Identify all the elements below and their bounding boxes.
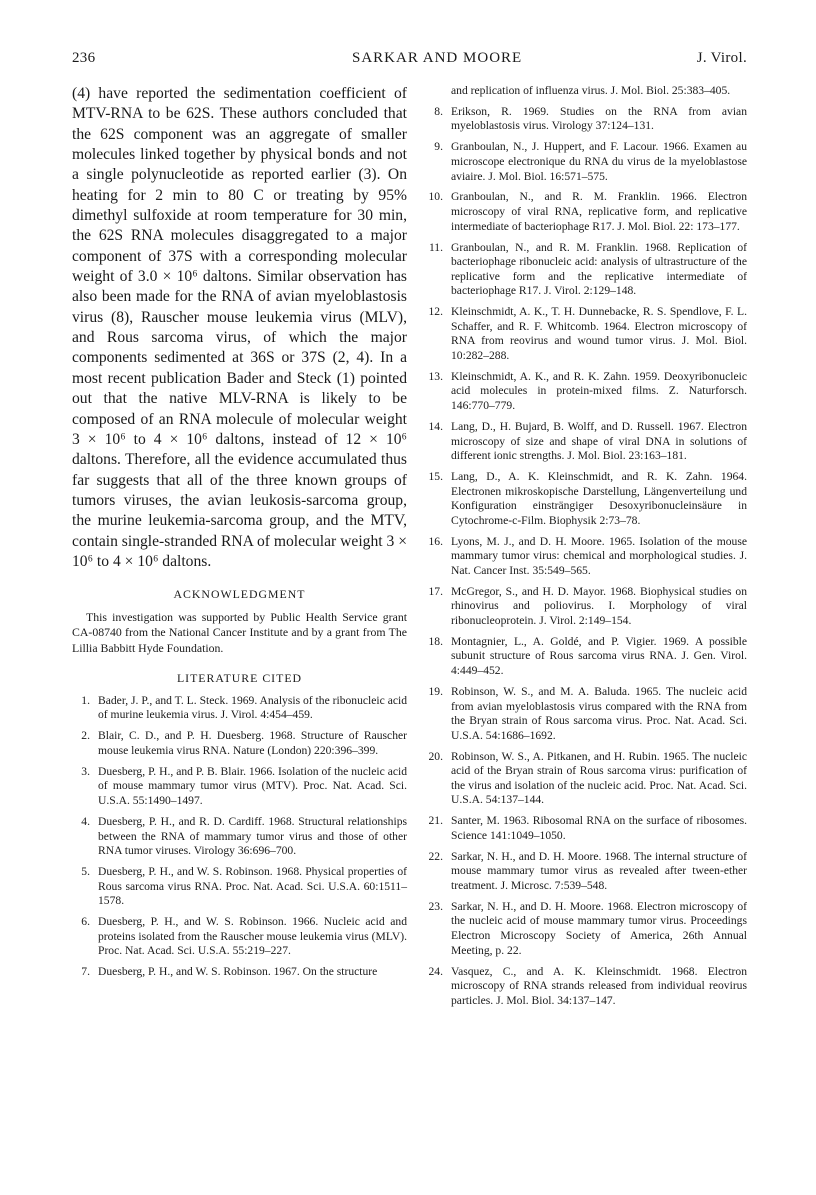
reference-item: 19. Robinson, W. S., and M. A. Baluda. 1965. The nucleic acid from avian myeloblastosis virus compared with the RNA from the Bryan strain of Rous sarcoma virus. Proc. Nat. Acad. Sci. U.S.A. 54:1686–1692. bbox=[428, 684, 747, 742]
literature-heading: LITERATURE CITED bbox=[176, 670, 303, 685]
reference-item: 23. Sarkar, N. H., and D. H. Moore. 1968. Electron microscopy of the nucleic acid of mouse mammary tumor virus. Proceedings Electron Microscopy Society of America, 26th Annual Meeting, p. 22. bbox=[428, 899, 747, 957]
reference-item: 3. Duesberg, P. H., and P. B. Blair. 1966. Isolation of the nucleic acid of mouse mammary tumor virus (MTV). Proc. Nat. Acad. Sci. U.S.A. 55:1490–1497. bbox=[81, 764, 407, 808]
reference-item: 17. McGregor, S., and H. D. Mayor. 1968. Biophysical studies on rhinovirus and poliovirus. I. Morphology of viral ribonucleoprotein. J. Virol. 2:149–154. bbox=[428, 584, 747, 627]
reference-item: 4. Duesberg, P. H., and R. D. Cardiff. 1968. Structural relationships between the RNA of mammary tumor virus and those of other RNA tumor viruses. Virology 36:696–700. bbox=[81, 814, 407, 858]
reference-item: 20. Robinson, W. S., A. Pitkanen, and H. Rubin. 1965. The nucleic acid of the Bryan strain of Rous sarcoma virus: purification of the virus and isolation of the nucleic acid. Proc. Nat. Acad. Sci. U.S.A. 54:137–144. bbox=[428, 749, 747, 807]
reference-item: 14. Lang, D., H. Bujard, B. Wolff, and D. Russell. 1967. Electron microscopy of size and shape of viral DNA in solutions of different ionic strengths. J. Mol. Biol. 23:163–181. bbox=[428, 419, 747, 463]
acknowledgment-text: This investigation was supported by Public Health Service grant CA-08740 from the National Cancer Institute and by a grant from The Lillia Babbitt Hyde Foundation. bbox=[72, 610, 407, 655]
acknowledgment-heading: ACKNOWLEDGMENT bbox=[173, 587, 306, 602]
right-column bbox=[425, 84, 747, 1015]
left-column bbox=[72, 84, 407, 986]
reference-item: 6. Duesberg, P. H., and W. S. Robinson. 1966. Nucleic acid and proteins isolated from the Rauscher mouse leukemia virus (MLV). Proc. Nat. Acad. Sci. U.S.A. 55:219–227. bbox=[81, 915, 407, 958]
running-title: SARKAR AND MOORE bbox=[352, 50, 523, 66]
reference-item: 13. Kleinschmidt, A. K., and R. K. Zahn. 1959. Deoxyribonucleic acid molecules in protein-mixed films. Z. Naturforsch. 146:770–779. bbox=[428, 369, 747, 413]
reference-item: 9. Granboulan, N., J. Huppert, and F. Lacour. 1966. Examen au microscope electronique du RNA du virus de la myeloblastose aviaire. J. Mol. Biol. 16:571–575. bbox=[434, 140, 747, 183]
reference-item: 18. Montagnier, L., A. Goldé, and P. Vigier. 1969. A possible subunit structure of Rous sarcoma virus RNA. J. Gen. Virol. 4:449–452. bbox=[428, 634, 747, 678]
page-header bbox=[72, 50, 747, 72]
reference-item: 10. Granboulan, N., and R. M. Franklin. 1966. Electron microscopy of viral RNA, replicative form, and replicative intermediate of bacteriophage R17. J. Mol. Biol. 22: 173–177. bbox=[428, 190, 747, 233]
page-number: 236 bbox=[72, 50, 96, 66]
reference-continuation: and replication of influenza virus. J. Mol. Biol. 25:383–405. bbox=[451, 84, 731, 97]
reference-item: 2. Blair, C. D., and P. H. Duesberg. 1968. Structure of Rauscher mouse leukemia virus RNA. Nature (London) 220:396–399. bbox=[81, 729, 407, 757]
reference-item: 21. Santer, M. 1963. Ribosomal RNA on the surface of ribosomes. Science 141:1049–1050. bbox=[428, 814, 747, 842]
reference-item: 11. Granboulan, N., and R. M. Franklin. 1968. Replication of bacteriophage ribonucleic acid: analysis of ultrastructure of the replicative form and the replicative intermediate of bacteriophage R17. J. Virol. 2:129–148. bbox=[428, 240, 747, 298]
body-paragraph: (4) have reported the sedimentation coefficient of MTV-RNA to be 62S. These authors concluded that the 62S component was an aggregate of smaller molecules linked together by physical bonds and not a single polynucleotide as reported earlier (3). On heating for 2 min to 80 C or treating by 95% dimethyl sulfoxide at room temperature for 30 min, the 62S RNA molecules disaggregated to a major component of 37S with a corresponding molecular weight of 3.0 × 10⁶ daltons. Similar observation has also been made for the RNA of avian myeloblastosis virus (8), Rauscher mouse leukemia virus (MLV), and Rous sarcoma virus, of which the major components sedimented at 36S or 37S (2, 4). In a most recent publication Bader and Steck (1) pointed out that the native MLV-RNA is likely to be composed of an RNA molecule of molecular weight 3 × 10⁶ to 4 × 10⁶ daltons, instead of 12 × 10⁶ daltons. Therefore, all the evidence accumulated thus far suggests that all of the three known groups of tumors viruses, the avian leukosis-sarcoma group, the murine leukemia-sarcoma group, and the MTV, contain single-stranded RNA of molecular weight 3 × 10⁶ to 4 × 10⁶ daltons. bbox=[72, 85, 407, 570]
reference-item: 16. Lyons, M. J., and D. H. Moore. 1965. Isolation of the mouse mammary tumor virus: chemical and morphological studies. J. Nat. Cancer Inst. 35:549–565. bbox=[428, 534, 747, 577]
reference-list-left bbox=[72, 694, 407, 980]
reference-item: 7. Duesberg, P. H., and W. S. Robinson. 1967. On the structure bbox=[81, 965, 378, 979]
reference-item: 5. Duesberg, P. H., and W. S. Robinson. 1968. Physical properties of Rous sarcoma virus RNA. Proc. Nat. Acad. Sci. U.S.A. 60:1511–1578. bbox=[81, 864, 407, 908]
reference-item: 12. Kleinschmidt, A. K., T. H. Dunnebacke, R. S. Spendlove, F. L. Schaffer, and R. F. Whitcomb. 1964. Electron microscopy of RNA from reovirus and wound tumor virus. J. Mol. Biol. 10:282–288. bbox=[428, 305, 747, 362]
reference-item: 15. Lang, D., A. K. Kleinschmidt, and R. K. Zahn. 1964. Electronen mikroskopische Darstellung, Längenverteilung und Konfiguration einsträngiger Desoxyribonucleinsäure in Cytochrome-c-Film. Biophysik 2:73–78. bbox=[428, 470, 747, 527]
reference-item: 24. Vasquez, C., and A. K. Kleinschmidt. 1968. Electron microscopy of RNA strands released from individual reovirus particles. J. Mol. Biol. 34:137–147. bbox=[428, 964, 747, 1007]
journal-name: J. Virol. bbox=[696, 50, 747, 66]
reference-item: 22. Sarkar, N. H., and D. H. Moore. 1968. The internal structure of mouse mammary tumor virus as revealed after tween-ether treatment. J. Microsc. 7:539–548. bbox=[428, 849, 747, 892]
reference-item: 8. Erikson, R. 1969. Studies on the RNA from avian myeloblastosis virus. Virology 37:124–131. bbox=[434, 104, 747, 133]
reference-list-right bbox=[425, 105, 747, 1008]
reference-item: 1. Bader, J. P., and T. L. Steck. 1969. Analysis of the ribonucleic acid of murine leukemia virus. J. Virol. 4:454–459. bbox=[81, 693, 407, 722]
